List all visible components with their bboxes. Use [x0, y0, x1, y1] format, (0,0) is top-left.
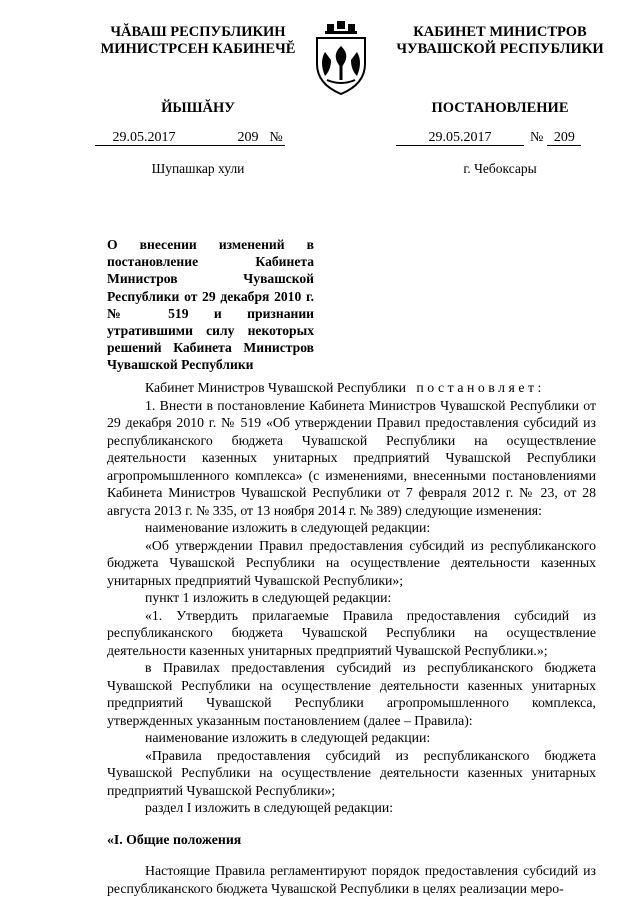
paragraph-3: «Об утверждении Правил предоставления субсидий из республиканского бюджета Чувашской Республики на осуществление деятельности казенных унитарных предприятий Чувашской Республики»;: [107, 537, 596, 588]
right-document-kind: ПОСТАНОВЛЕНИЕ: [431, 100, 569, 116]
right-org-name: [380, 24, 620, 58]
paragraph-8: «Правила предоставления субсидий из республиканского бюджета Чувашской Республики на осуществление деятельности казенных унитарных предприятий Чувашской Республики»;: [107, 747, 596, 798]
paragraph-4: пункт 1 изложить в следующей редакции:: [145, 590, 392, 605]
paragraph-1: 1. Внести в постановление Кабинета Министров Чувашской Республики от 29 декабря 2010 г. № 519 «Об утверждении Правил предоставления субсидий из республиканского бюджета Чувашской Республики на осуществление деятельности казенных унитарных предприятий Чувашской Республики агропромышленного комплекса» (с изменениями, внесенными постановлениями Кабинета Министров Чувашской Республики от 7 февраля 2012 г. № 23, от 28 августа 2013 г. № 335, от 13 ноября 2014 г. № 389) следующие изменения:: [107, 397, 596, 518]
left-org-line-2: МИНИСТРСЕН КАБИНЕЧĔ: [100, 41, 296, 57]
document-body: [107, 379, 596, 897]
left-number: 209: [193, 130, 267, 146]
right-org-line-2: ЧУВАШСКОЙ РЕСПУБЛИКИ: [396, 41, 604, 57]
left-place: Шупашкар хули: [151, 161, 245, 176]
left-date: 29.05.2017: [95, 130, 193, 146]
left-org-name: [78, 24, 318, 58]
left-document-kind: ЙЫШĂНУ: [161, 100, 235, 116]
intro-lead: Кабинет Министров Чувашской Республики: [145, 380, 407, 395]
section-title: «I. Общие положения: [107, 831, 242, 847]
right-place: г. Чебоксары: [463, 161, 537, 176]
paragraph-7: наименование изложить в следующей редакции:: [145, 730, 431, 745]
paragraph-6: в Правилах предоставления субсидий из республиканского бюджета Чувашской Республики на осуществление деятельности казенных унитарных предприятий Чувашской Республики агропромышленного комплекса, утвержденных указанным постановлением (далее – Правила):: [107, 660, 596, 728]
left-date-number: [95, 130, 285, 146]
right-org-line-1: КАБИНЕТ МИНИСТРОВ: [413, 24, 587, 40]
left-number-sign: №: [267, 130, 285, 146]
intro-paragraph: [107, 379, 596, 397]
document-subject: О внесении изменений в постановление Кабинета Министров Чувашской Республики от 29 декабря 2010 г. № 519 и признании утратившими силу некоторых решений Кабинета Министров Чувашской Республики: [107, 237, 314, 373]
right-date-number: [396, 130, 581, 146]
intro-verb: постановляет:: [416, 380, 545, 395]
paragraph-10: Настоящие Правила регламентируют порядок предоставления субсидий из республиканского бюджета Чувашской Республики в целях реализации меро-: [107, 863, 596, 896]
paragraph-5: «1. Утвердить прилагаемые Правила предоставления субсидий из республиканского бюджета Чувашской Республики на осуществление деятельности казенных унитарных предприятий Чувашской Республики.»;: [107, 607, 596, 658]
paragraph-9: раздел I изложить в следующей редакции:: [145, 800, 394, 815]
right-number: 209: [547, 130, 581, 146]
right-date: 29.05.2017: [396, 130, 524, 146]
right-number-sign: №: [530, 130, 544, 145]
paragraph-2: наименование изложить в следующей редакции:: [145, 520, 431, 535]
left-org-line-1: ЧĂВАШ РЕСПУБЛИКИН: [110, 24, 286, 40]
chuvash-coat-of-arms-icon: [305, 18, 377, 98]
